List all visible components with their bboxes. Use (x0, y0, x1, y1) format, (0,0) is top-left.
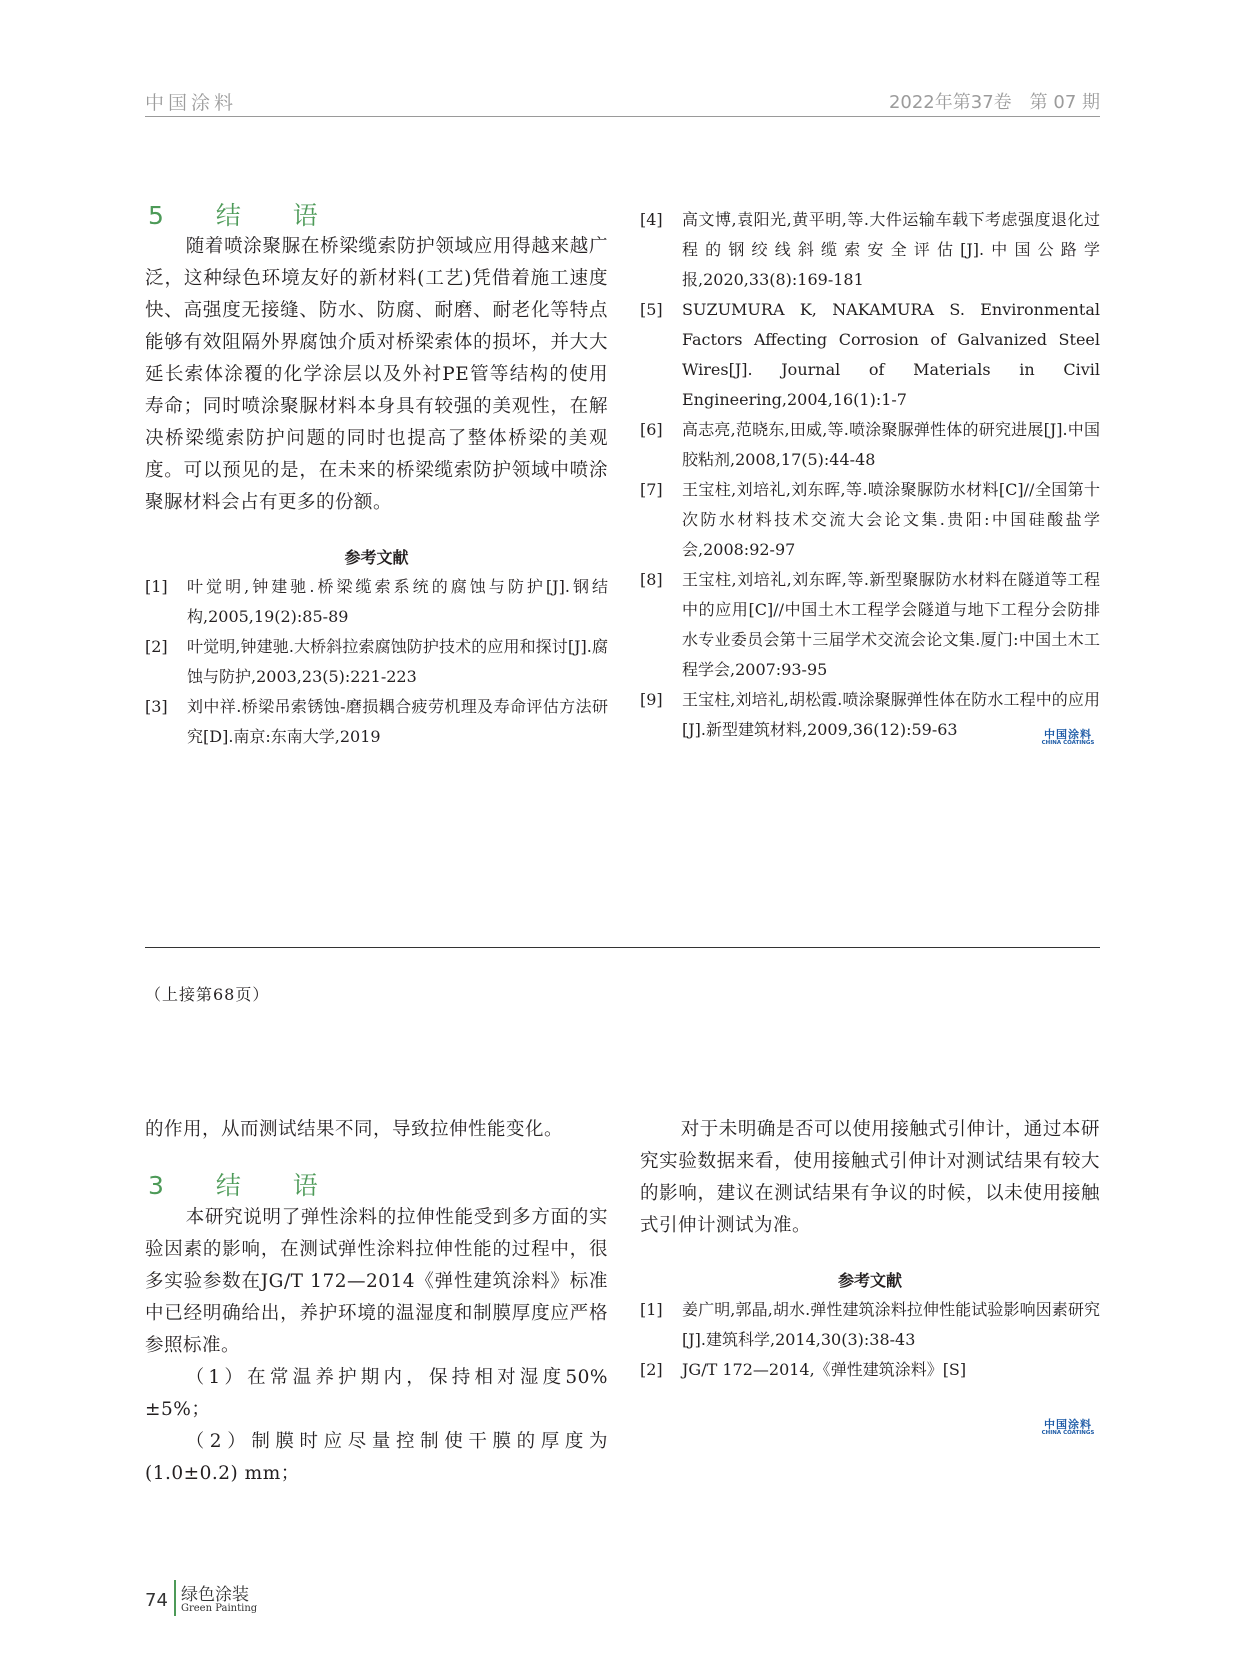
paragraph-text: 对于未明确是否可以使用接触式引伸计，通过本研究实验数据来看，使用接触式引伸计对测试结果有较大的影响，建议在测试结果有争议的时候，以未使用接触式引伸计测试为准。 (640, 1119, 1100, 1236)
references-title-1: 参考文献 (344, 548, 409, 567)
references-title-2: 参考文献 (837, 1271, 902, 1290)
china-coatings-logo: 中国涂料 CHINA COATINGS (1041, 1418, 1095, 1436)
reference-item: [4] 高文博,袁阳光,黄平明,等.大件运输车载下考虑强度退化过程的钢绞线斜缆索安全评估[J].中国公路学报,2020,33(8):169-181 (640, 210, 1100, 289)
reference-list-1b (640, 205, 1100, 745)
section-title-conclusion-2: 3 结 语 (148, 1171, 340, 1200)
reference-item: [2] 叶觉明,钟建驰.大桥斜拉索腐蚀防护技术的应用和探讨[J].腐蚀与防护,2003,23(5):221-223 (145, 637, 608, 686)
lead-paragraph-2 (145, 1114, 608, 1146)
section-title-conclusion-1: 5 结 语 (148, 201, 340, 230)
section-name-en: Green Painting (181, 1603, 258, 1614)
paragraph-text: 随着喷涂聚脲在桥梁缆索防护领域应用得越来越广泛，这种绿色环境友好的新材料(工艺)凭借着施工速度快、高强度无接缝、防水、防腐、耐磨、耐老化等特点能够有效阻隔外界腐蚀介质对桥梁索体的损坏，并大大延长索体涂覆的化学涂层以及外衬PE管等结构的使用寿命；同时喷涂聚脲材料本身具有较强的美观性，在解决桥梁缆索防护问题的同时也提高了整体桥梁的美观度。可以预见的是，在未来的桥梁缆索防护领域中喷涂聚脲材料会占有更多的份额。 (145, 236, 608, 513)
paragraph-text: 本研究说明了弹性涂料的拉伸性能受到多方面的实验因素的影响，在测试弹性涂料拉伸性能的过程中，很多实验参数在JG/T 172—2014《弹性建筑涂料》标准中已经明确给出，养护环境的温湿度和制膜厚度应严格参照标准。 (145, 1207, 608, 1356)
conclusion-paragraph-1 (145, 231, 608, 519)
reference-list-2 (640, 1295, 1100, 1385)
china-coatings-logo: 中国涂料 CHINA COATINGS (1041, 728, 1095, 746)
reference-item: [8] 王宝柱,刘培礼,刘东晖,等.新型聚脲防水材料在隧道等工程中的应用[C]//中国土木工程学会隧道与地下工程分会防排水专业委员会第十三届学术交流会论文集.厦门:中国土木工程学会,2007:93-95 (640, 570, 1100, 679)
paragraph-text: （2）制膜时应尽量控制使干膜的厚度为(1.0±0.2) mm； (145, 1431, 608, 1484)
reference-item: [1] 姜广明,郭晶,胡水.弹性建筑涂料拉伸性能试验影响因素研究[J].建筑科学,2014,30(3):38-43 (640, 1300, 1100, 1349)
running-header (145, 88, 1100, 117)
lead-text: 的作用，从而测试结果不同，导致拉伸性能变化。 (145, 1119, 564, 1140)
paragraph-right-2 (640, 1114, 1100, 1242)
conclusion-paragraphs-2 (145, 1202, 608, 1490)
continued-from-note: （上接第68页） (145, 985, 270, 1004)
reference-item: [7] 王宝柱,刘培礼,刘东晖,等.喷涂聚脲防水材料[C]//全国第十次防水材料技术交流大会论文集.贵阳:中国硅酸盐学会,2008:92-97 (640, 480, 1100, 559)
journal-name: 中国涂料 (145, 92, 238, 114)
section-name-cn: 绿色涂装 (181, 1585, 249, 1605)
reference-item: [6] 高志亮,范晓东,田威,等.喷涂聚脲弹性体的研究进展[J].中国胶粘剂,2008,17(5):44-48 (640, 420, 1100, 469)
paragraph-text: （1）在常温养护期内，保持相对湿度50%±5%； (145, 1367, 608, 1420)
reference-item: [3] 刘中祥.桥梁吊索锈蚀-磨损耦合疲劳机理及寿命评估方法研究[D].南京:东南大学,2019 (145, 697, 608, 746)
reference-item: [5] SUZUMURA K, NAKAMURA S. Environmental Factors Affecting Corrosion of Galvanized Steel Wires[J]. Journal of Materials in Civil Engineering,2004,16(1):1-7 (640, 300, 1100, 409)
reference-item: [1] 叶觉明,钟建驰.桥梁缆索系统的腐蚀与防护[J].钢结构,2005,19(2):85-89 (145, 577, 608, 626)
footer-separator (174, 1580, 176, 1616)
page-number: 74 (145, 1590, 168, 1611)
reference-item: [2] JG/T 172—2014,《弹性建筑涂料》[S] (640, 1360, 967, 1379)
reference-list-1a (145, 572, 608, 752)
issue-info: 2022年第37卷 第 07 期 (888, 92, 1100, 113)
reference-item: [9] 王宝柱,刘培礼,胡松霞.喷涂聚脲弹性体在防水工程中的应用[J].新型建筑材料,2009,36(12):59-63 (640, 690, 1100, 739)
article-divider (145, 947, 1100, 948)
